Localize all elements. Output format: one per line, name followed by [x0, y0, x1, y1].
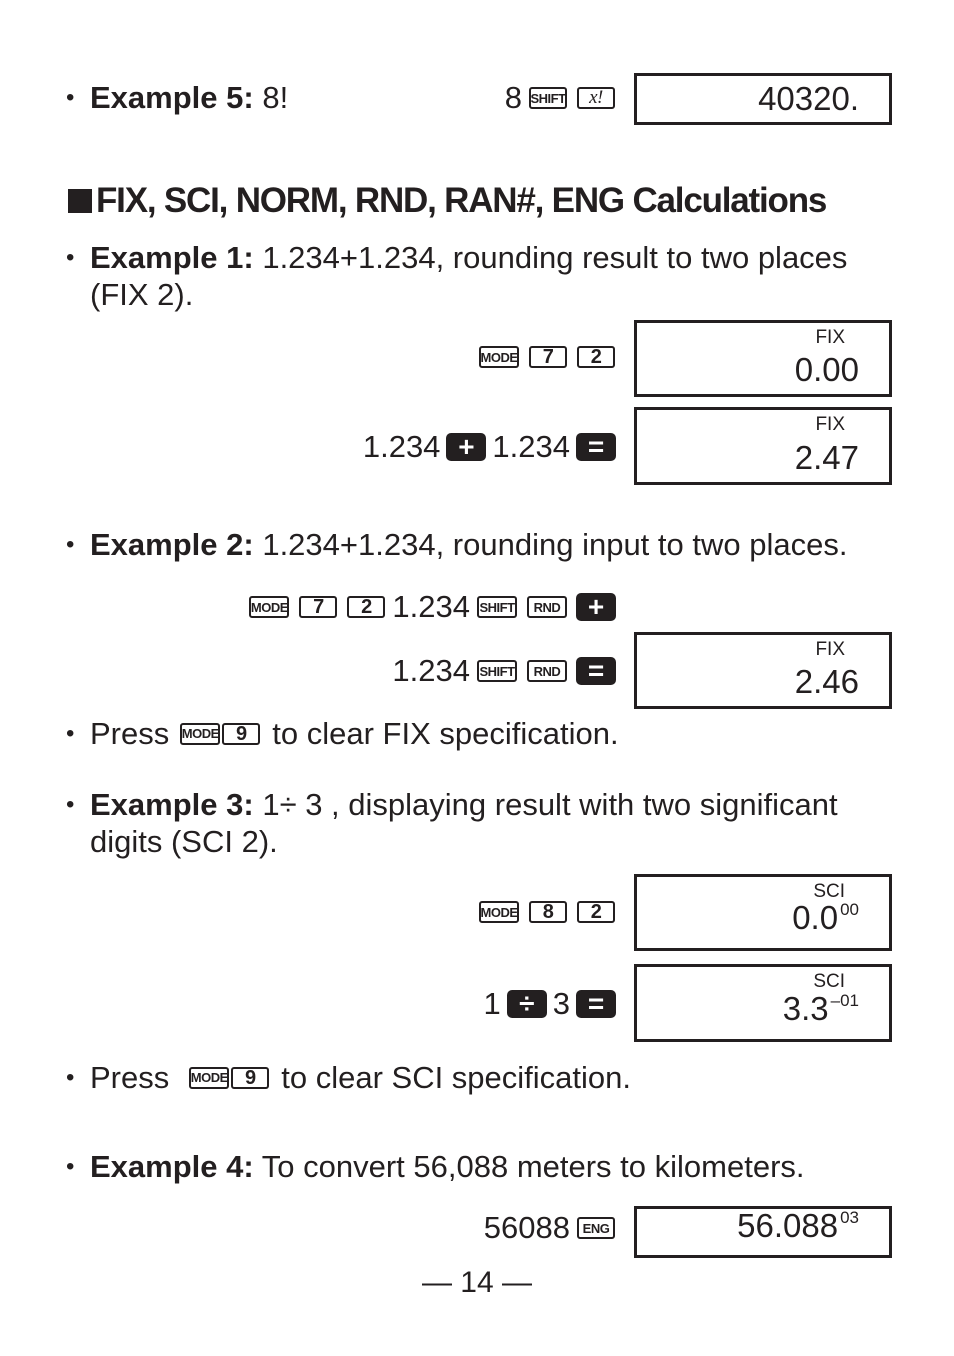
seq-number: 1 — [483, 986, 501, 1021]
example3-display-2 — [634, 964, 892, 1042]
display-exponent: –01 — [830, 991, 859, 1010]
seq-number: 56088 — [483, 1210, 570, 1245]
square-bullet-icon — [68, 189, 92, 213]
bullet: • — [66, 531, 75, 558]
example2-display — [634, 632, 892, 709]
example1-text-line2: (FIX 2). — [90, 277, 194, 312]
digit-key: 2 — [577, 901, 615, 923]
example5-key-sequence — [503, 78, 620, 118]
press-fix-text — [90, 716, 619, 752]
display-value — [783, 991, 859, 1033]
eng-key: ENG — [577, 1217, 615, 1239]
example3-description: 1÷ 3 , displaying result with two significant — [262, 787, 838, 822]
digit-key: 9 — [222, 723, 260, 745]
example1-key-sequence-1 — [474, 337, 620, 377]
display-value: 0.00 — [794, 351, 859, 388]
display-value: 2.46 — [794, 663, 859, 700]
bullet: • — [66, 791, 75, 818]
display-indicator: FIX — [815, 639, 845, 660]
display-value: 2.47 — [794, 439, 859, 476]
display-indicator: FIX — [815, 327, 845, 348]
display-indicator: FIX — [815, 414, 845, 435]
shift-key: SHIFT — [477, 596, 517, 618]
example2-description: 1.234+1.234, rounding input to two places. — [262, 527, 848, 562]
example1-description: 1.234+1.234, rounding result to two places — [262, 240, 848, 275]
plus-key: + — [576, 593, 616, 621]
equals-key: = — [576, 990, 616, 1018]
example1-key-sequence-2 — [361, 427, 620, 467]
example4-label: Example 4: — [90, 1149, 254, 1184]
press-sci-text — [90, 1060, 631, 1096]
example3-key-sequence-1 — [474, 892, 620, 932]
example1-label: Example 1: — [90, 240, 254, 275]
example1-display-2 — [634, 407, 892, 485]
shift-key: SHIFT — [529, 87, 567, 109]
example2-text — [90, 527, 847, 563]
example3-label: Example 3: — [90, 787, 254, 822]
bullet: • — [66, 1064, 75, 1091]
display-mantissa: 3.3 — [782, 990, 829, 1027]
digit-key: 2 — [577, 346, 615, 368]
example5-label: Example 5: — [90, 80, 254, 115]
example4-description: To convert 56,088 meters to kilometers. — [261, 1149, 805, 1184]
bullet: • — [66, 720, 75, 747]
equals-key: = — [576, 433, 616, 461]
example4-display — [634, 1206, 892, 1258]
display-exponent: 03 — [840, 1208, 859, 1227]
shift-key: SHIFT — [477, 660, 517, 682]
digit-key: 8 — [529, 901, 567, 923]
bullet: • — [66, 84, 75, 111]
press-sci-description: to clear SCI specification. — [281, 1060, 632, 1095]
display-value — [792, 900, 859, 942]
equals-key: = — [576, 657, 616, 685]
mode-key: MODE — [479, 346, 519, 368]
digit-key: 9 — [231, 1067, 269, 1089]
rnd-key: RND — [527, 660, 567, 682]
bullet: • — [66, 1153, 75, 1180]
example2-label: Example 2: — [90, 527, 254, 562]
plus-key: + — [446, 433, 486, 461]
example3-key-sequence-2 — [482, 984, 621, 1024]
example3-text-line2: digits (SCI 2). — [90, 824, 278, 859]
example1-text — [90, 240, 847, 276]
example2-key-sequence-2 — [390, 651, 620, 691]
display-value: 40320. — [758, 80, 859, 117]
display-indicator: SCI — [813, 881, 845, 902]
example5-display — [634, 73, 892, 125]
rnd-key: RND — [527, 596, 567, 618]
seq-number: 1.234 — [492, 429, 570, 464]
press-word: Press — [90, 716, 170, 751]
example4-text — [90, 1149, 805, 1185]
seq-number: 1.234 — [362, 429, 441, 464]
section-heading — [68, 181, 826, 221]
example3-text — [90, 787, 838, 823]
display-mantissa: 56.088 — [737, 1207, 839, 1244]
seq-number: 8 — [504, 80, 522, 115]
mode-key: MODE — [189, 1067, 229, 1089]
display-mantissa: 0.0 — [792, 899, 839, 936]
example4-key-sequence — [482, 1208, 620, 1248]
page-number: — 14 — — [421, 1266, 533, 1299]
example3-display-1 — [634, 874, 892, 951]
mode-key: MODE — [180, 723, 220, 745]
example2-key-sequence-1 — [244, 587, 620, 627]
display-exponent: 00 — [840, 900, 859, 919]
example5-expression: 8! — [262, 80, 289, 115]
divide-key: ÷ — [507, 990, 547, 1018]
bullet: • — [66, 244, 75, 271]
example5-text — [90, 80, 288, 116]
press-fix-description: to clear FIX specification. — [272, 716, 619, 751]
mode-key: MODE — [479, 901, 519, 923]
display-indicator: SCI — [813, 971, 845, 992]
example1-display-1 — [634, 320, 892, 397]
digit-key: 2 — [347, 596, 385, 618]
press-word: Press — [90, 1060, 170, 1095]
digit-key: 7 — [299, 596, 337, 618]
mode-key: MODE — [249, 596, 289, 618]
section-heading-text: FIX, SCI, NORM, RND, RAN#, ENG Calculations — [96, 181, 827, 220]
seq-number: 3 — [552, 986, 570, 1021]
seq-number: 1.234 — [392, 589, 470, 624]
digit-key: 7 — [529, 346, 567, 368]
display-value — [737, 1208, 859, 1250]
seq-number: 1.234 — [392, 653, 470, 688]
factorial-key: x! — [577, 87, 615, 109]
